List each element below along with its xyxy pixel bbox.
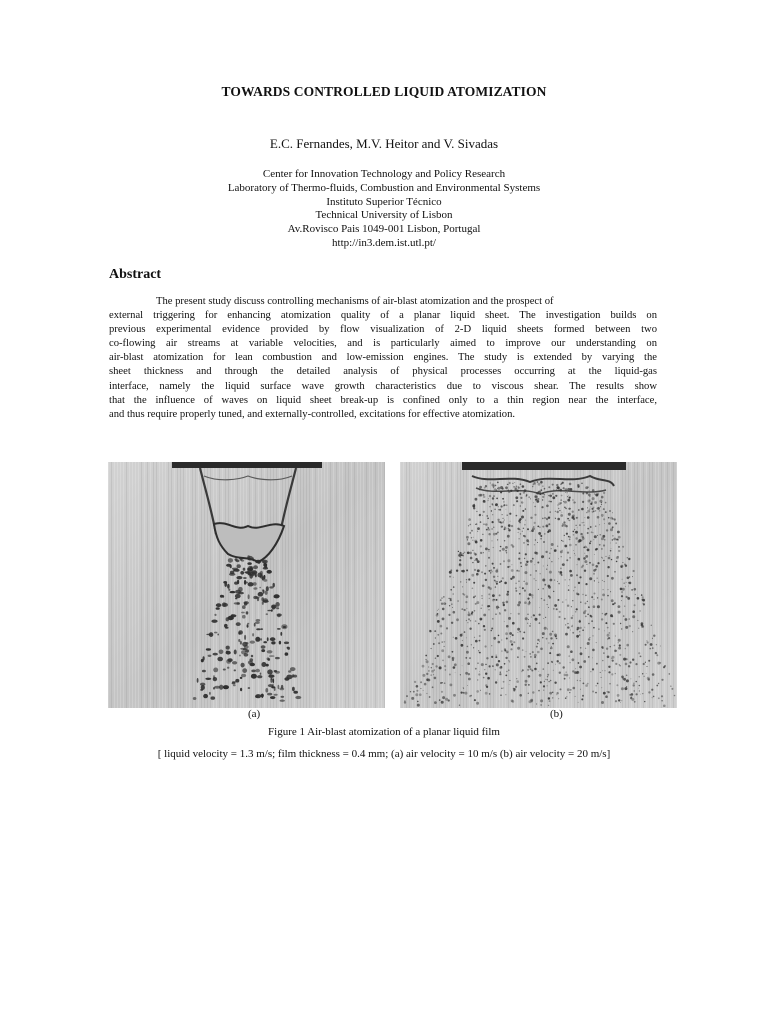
abstract-line: and thus require properly tuned, and externally-controlled, excitations for effective atomization.	[109, 408, 516, 420]
paper-authors: E.C. Fernandes, M.V. Heitor and V. Sivadas	[269, 136, 499, 151]
paper-title: TOWARDS CONTROLLED LIQUID ATOMIZATION	[221, 84, 547, 99]
panel-label-a: (a)	[248, 708, 261, 720]
affiliation-line: Av.Rovisco Pais 1049-001 Lisbon, Portugal	[287, 223, 481, 236]
affiliation-block	[0, 168, 768, 251]
figure-conditions: [ liquid velocity = 1.3 m/s; film thickness = 0.4 mm; (a) air velocity = 10 m/s (b) air velocity = 20 m/s]	[157, 748, 611, 760]
figure-caption: Figure 1 Air-blast atomization of a planar liquid film	[268, 726, 500, 738]
figure-photo-b	[400, 462, 677, 708]
panel-label-b: (b)	[550, 708, 563, 720]
affiliation-line: Instituto Superior Técnico	[326, 195, 442, 208]
affiliation-url[interactable]: http://in3.dem.ist.utl.pt/	[332, 236, 436, 249]
abstract-line: air-blast atomization for lean combustion and low-emission engines. The study is extended by varying the	[109, 352, 657, 364]
nozzle-b	[462, 462, 626, 470]
affiliation-line: Center for Innovation Technology and Policy Research	[262, 168, 506, 180]
affiliation-line: Technical University of Lisbon	[315, 209, 453, 222]
nozzle-a	[172, 462, 322, 468]
abstract-line: The present study discuss controlling mechanisms of air-blast atomization and the prospect of	[156, 296, 554, 307]
figure-photo-a	[108, 462, 385, 708]
abstract-line: previous experimental evidence provided by flow visualization of 2-D liquid sheets formed between two	[109, 324, 657, 336]
abstract-line: that the influence of waves on liquid sheet break-up is confined only to a thin region near the interface,	[109, 394, 657, 406]
affiliation-line: Laboratory of Thermo-fluids, Combustion and Environmental Systems	[227, 181, 541, 194]
abstract-line: sheet thickness and through the detailed analysis of physical processes occurring at the liquid-gas	[109, 366, 657, 378]
abstract-line: co-flowing air streams at variable velocities, and is particularly aimed to improve our understanding on	[109, 338, 657, 350]
spray-photo-b-image	[400, 462, 677, 708]
abstract-line: external triggering for enhancing atomization quality of a planar liquid sheet. The investigation builds on	[109, 310, 657, 322]
abstract-heading: Abstract	[109, 267, 162, 282]
spray-photo-a-image	[108, 462, 385, 708]
abstract-line: interface, namely the liquid surface wave growth characteristics due to viscous shear. The results show	[109, 380, 657, 392]
abstract-body	[109, 295, 657, 422]
